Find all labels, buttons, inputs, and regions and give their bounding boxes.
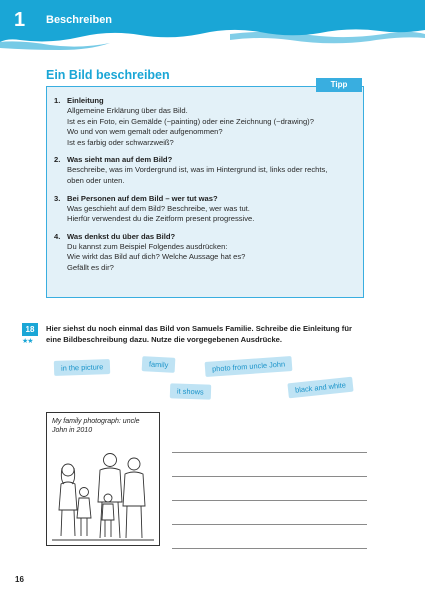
- section-title: Ein Bild beschreiben: [46, 68, 170, 82]
- tip-item-line: Was geschieht auf dem Bild? Beschreibe, wer was tut.: [67, 203, 250, 213]
- tip-item: [54, 193, 354, 225]
- phrase-chip: black and white: [287, 377, 353, 399]
- tip-item-line: Beschreibe, was im Vordergrund ist, was im Hintergrund ist, links oder rechts,: [67, 165, 328, 175]
- tip-item-line: oben oder unten.: [67, 175, 125, 185]
- phrase-chip: photo from uncle John: [205, 356, 293, 377]
- difficulty-stars-icon: ★★: [22, 338, 33, 345]
- tip-item-number: 2.: [54, 155, 61, 165]
- writing-line[interactable]: [172, 452, 367, 453]
- page-number: 16: [15, 575, 24, 584]
- tip-item-line: Ist es farbig oder schwarzweiß?: [67, 137, 174, 147]
- family-drawing: [48, 440, 158, 544]
- tip-item-line: Gefällt es dir?: [67, 262, 114, 272]
- tip-item-line: Ist es ein Foto, ein Gemälde (~painting) oder eine Zeichnung (~drawing)?: [67, 116, 314, 126]
- chapter-number: 1: [14, 9, 26, 31]
- tip-list: [54, 95, 354, 280]
- tip-item-line: Wo und von wem gemalt oder aufgenommen?: [67, 127, 223, 137]
- tip-item: [54, 154, 354, 186]
- tip-item: [54, 231, 354, 274]
- phrase-chip: in the picture: [54, 359, 111, 376]
- tip-item-heading: Bei Personen auf dem Bild – wer tut was?: [67, 193, 218, 203]
- writing-line[interactable]: [172, 548, 367, 549]
- phrase-chip: family: [142, 356, 176, 373]
- tip-item-line: Wie wirkt das Bild auf dich? Welche Aussage hat es?: [67, 252, 246, 262]
- tip-item-number: 3.: [54, 193, 61, 203]
- chapter-banner: [0, 0, 425, 52]
- chapter-title: Beschreiben: [46, 14, 113, 26]
- brush-stroke-banner: [0, 0, 425, 52]
- tip-item-number: 1.: [54, 96, 61, 105]
- exercise-number: 18: [22, 323, 38, 336]
- writing-line[interactable]: [172, 476, 367, 477]
- photo-caption: My family photograph: uncle John in 2010: [52, 418, 140, 434]
- tip-item-line: Allgemeine Erklärung über das Bild.: [67, 106, 188, 115]
- writing-line[interactable]: [172, 524, 367, 525]
- tip-item-heading: Was denkst du über das Bild?: [67, 231, 176, 241]
- phrase-chip: it shows: [170, 383, 211, 399]
- exercise-instruction: Hier siehst du noch einmal das Bild von Samuels Familie. Schreibe die Einleitung für eine Bildbeschreibung dazu. Nutze die vorgegebenen Ausdrücke.: [46, 324, 352, 344]
- tip-item: [54, 95, 354, 148]
- writing-line[interactable]: [172, 500, 367, 501]
- tip-tab: Tipp: [316, 78, 362, 92]
- tip-item-heading: Was sieht man auf dem Bild?: [67, 155, 173, 165]
- tip-item-line: Hierfür verwendest du die Zeitform present progressive.: [67, 214, 255, 224]
- tip-item-heading: Einleitung: [67, 96, 104, 105]
- tip-item-number: 4.: [54, 231, 61, 241]
- tip-item-line: Du kannst zum Beispiel Folgendes ausdrücken:: [67, 241, 228, 251]
